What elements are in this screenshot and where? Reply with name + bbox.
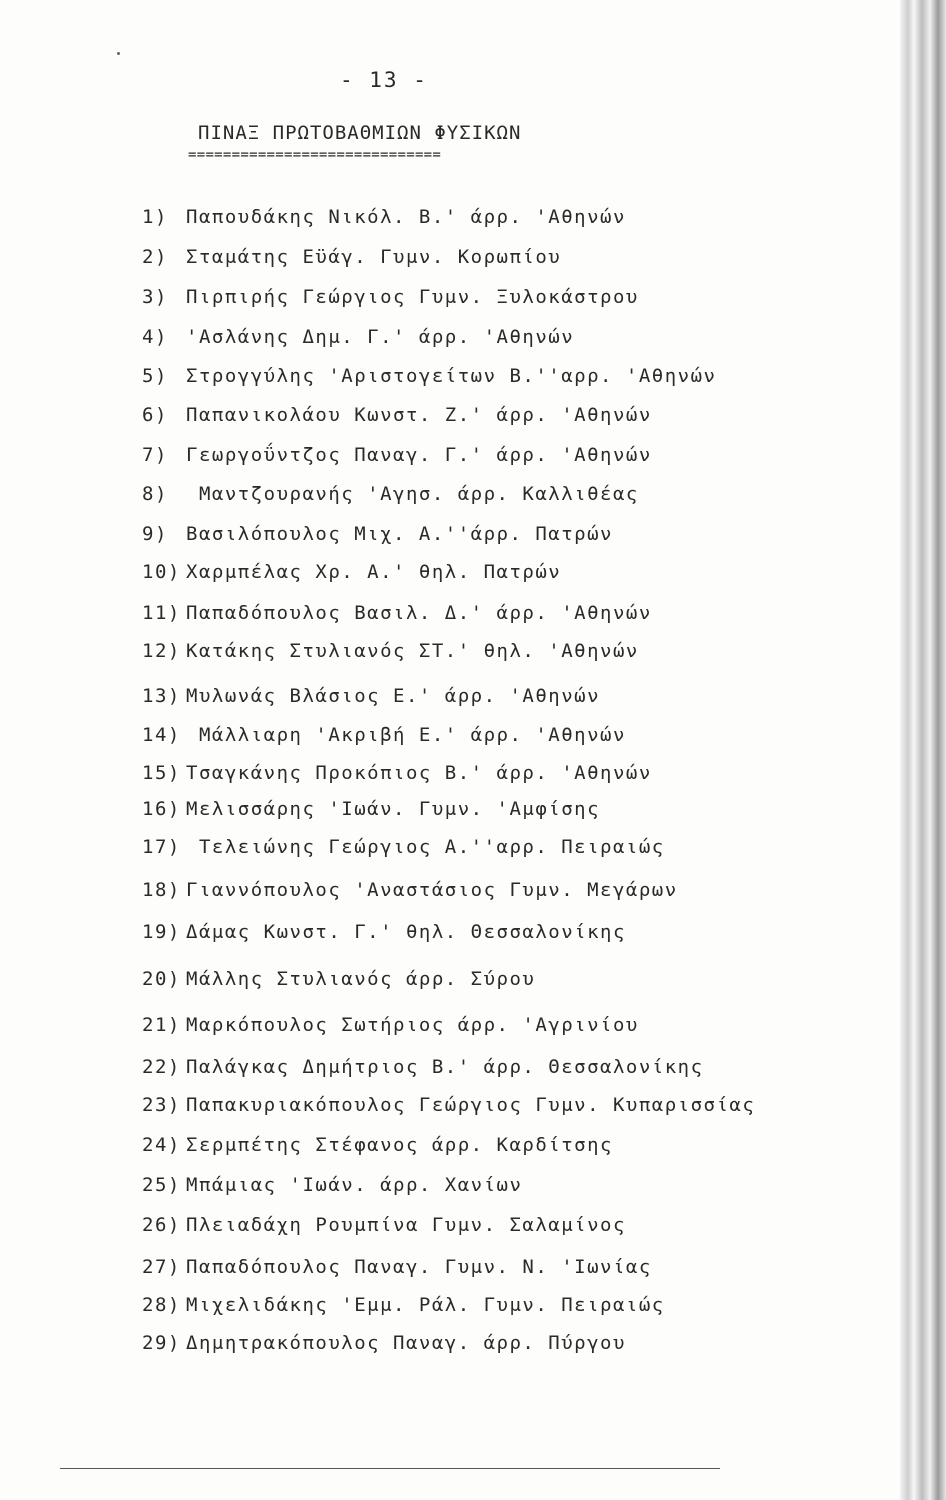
list-item: 21) Μαρκόπουλος Σωτήριος άρρ. 'Αγρινίου: [142, 1014, 639, 1036]
list-item: 5) Στρογγύλης 'Αριστογείτων Β.''αρρ. 'Αθηνών: [142, 365, 717, 387]
list-item: 2) Σταμάτης Εϋάγ. Γυμν. Κορωπίου: [142, 246, 562, 268]
list-item: 23) Παπακυριακόπουλος Γεώργιος Γυμν. Κυπαρισσίας: [142, 1094, 756, 1116]
list-item: 13) Μυλωνάς Βλάσιος Ε.' άρρ. 'Αθηνών: [142, 685, 601, 707]
list-item: 20) Μάλλης Στυλιανός άρρ. Σύρου: [142, 968, 536, 990]
list-item: 18) Γιαννόπουλος 'Αναστάσιος Γυμν. Μεγάρων: [142, 879, 678, 901]
list-item: 10) Χαρμπέλας Χρ. Α.' θηλ. Πατρών: [142, 561, 562, 583]
ink-speck: [117, 52, 120, 55]
list-item: 22) Παλάγκας Δημήτριος Β.' άρρ. Θεσσαλονίκης: [142, 1056, 704, 1078]
page-number: - 13 -: [340, 68, 428, 92]
list-item: 12) Κατάκης Στυλιανός ΣΤ.' θηλ. 'Αθηνών: [142, 640, 639, 662]
list-item: 27) Παπαδόπουλος Παναγ. Γυμν. Ν. 'Ιωνίας: [142, 1256, 652, 1278]
list-item: 1) Παπουδάκης Νικόλ. Β.' άρρ. 'Αθηνών: [142, 206, 626, 228]
title-underline: =============================: [188, 147, 442, 163]
list-item: 14) Μάλλιαρη 'Ακριβή Ε.' άρρ. 'Αθηνών: [142, 724, 626, 746]
list-item: 19) Δάμας Κωνστ. Γ.' θηλ. Θεσσαλονίκης: [142, 921, 626, 943]
list-item: 17) Τελειώνης Γεώργιος Α.''αρρ. Πειραιώς: [142, 836, 665, 858]
binding-edge: [900, 0, 946, 1500]
list-item: 28) Μιχελιδάκης 'Εμμ. Ράλ. Γυμν. Πειραιώς: [142, 1294, 665, 1316]
page-title: ΠΙΝΑΞ ΠΡΩΤΟΒΑΘΜΙΩΝ ΦΥΣΙΚΩΝ: [198, 122, 522, 144]
list-item: 24) Σερμπέτης Στέφανος άρρ. Καρδίτσης: [142, 1134, 613, 1156]
list-item: 26) Πλειαδάχη Ρουμπίνα Γυμν. Σαλαμίνος: [142, 1214, 626, 1236]
list-item: 11) Παπαδόπουλος Βασιλ. Δ.' άρρ. 'Αθηνών: [142, 602, 652, 624]
list-item: 25) Μπάμιας 'Ιωάν. άρρ. Χανίων: [142, 1174, 523, 1196]
list-item: 9) Βασιλόπουλος Μιχ. Α.''άρρ. Πατρών: [142, 523, 613, 545]
list-item: 8) Μαντζουρανής 'Αγησ. άρρ. Καλλιθέας: [142, 483, 639, 505]
list-item: 16) Μελισσάρης 'Ιωάν. Γυμν. 'Αμφίσης: [142, 798, 601, 820]
list-item: 6) Παπανικολάου Κωνστ. Ζ.' άρρ. 'Αθηνών: [142, 404, 652, 426]
list-item: 4) 'Ασλάνης Δημ. Γ.' άρρ. 'Αθηνών: [142, 326, 575, 348]
list-item: 15) Τσαγκάνης Προκόπιος Β.' άρρ. 'Αθηνών: [142, 762, 652, 784]
footer-rule: [60, 1468, 720, 1469]
list-item: 29) Δημητρακόπουλος Παναγ. άρρ. Πύργου: [142, 1332, 626, 1354]
list-item: 3) Πιρπιρής Γεώργιος Γυμν. Ξυλοκάστρου: [142, 286, 639, 308]
list-item: 7) Γεωργοΰντζος Παναγ. Γ.' άρρ. 'Αθηνών: [142, 444, 652, 466]
